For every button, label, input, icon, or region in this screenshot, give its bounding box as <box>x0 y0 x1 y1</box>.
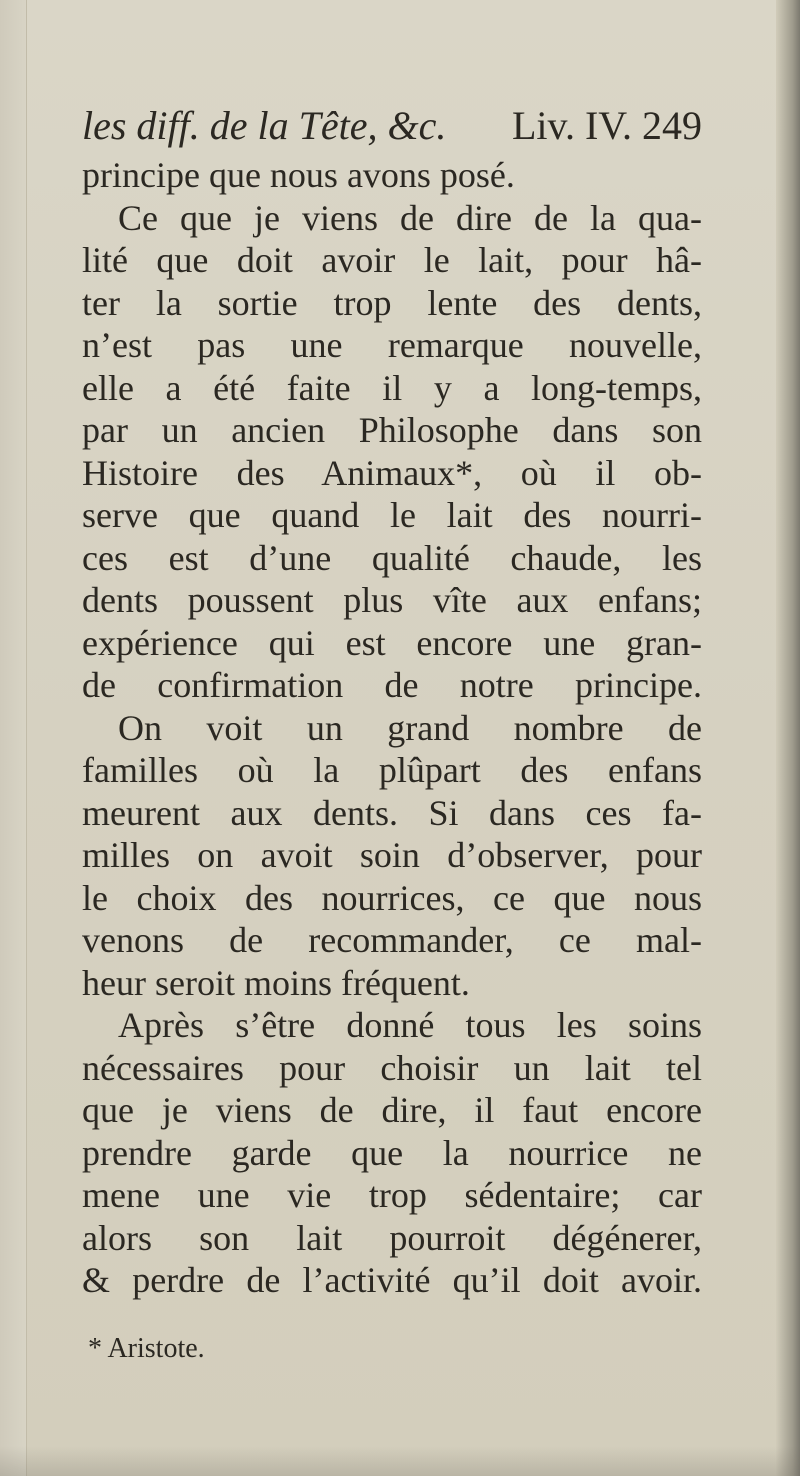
text-line: le choix des nourrices, ce que nous <box>82 877 702 918</box>
text-line: serve que quand le lait des nourri- <box>82 495 702 535</box>
text-line: heur seroit moins fréquent. <box>82 962 470 1003</box>
text-line: prendre garde que la nourrice ne <box>82 1132 702 1173</box>
text-line: meurent aux dents. Si dans ces fa- <box>82 792 702 833</box>
header-right <box>512 98 702 154</box>
text-line: Après s’être donné tous les soins <box>118 1005 702 1045</box>
text-line: & perdre de l’activité qu’il doit avoir. <box>82 1260 702 1300</box>
footnote: * Aristote. <box>88 1333 205 1364</box>
header-book: Liv. IV. <box>512 103 632 148</box>
text-line: elle a été faite il y a long-temps, <box>82 367 702 408</box>
text-line: par un ancien Philosophe dans son <box>82 410 702 450</box>
text-line: ces est d’une qualité chaude, les <box>82 537 702 578</box>
text-line: nécessaires pour choisir un lait tel <box>82 1047 702 1088</box>
text-line: lité que doit avoir le lait, pour hâ- <box>82 240 702 280</box>
text-line: n’est pas une remarque nouvelle, <box>82 325 702 365</box>
text-line: que je viens de dire, il faut encore <box>82 1090 702 1130</box>
text-line: dents poussent plus vîte aux enfans; <box>82 580 702 620</box>
text-line: milles on avoit soin d’observer, pour <box>82 835 702 875</box>
text-line: On voit un grand nombre de <box>118 707 702 748</box>
text-line: Histoire des Animaux*, où il ob- <box>82 452 702 493</box>
text-line: de confirmation de notre principe. <box>82 665 702 705</box>
page-number: 249 <box>642 103 702 148</box>
text-line: ter la sortie trop lente des dents, <box>82 282 702 323</box>
text-line: expérience qui est encore une gran- <box>82 622 702 663</box>
running-header <box>82 98 702 154</box>
page-right-shadow <box>776 0 800 1476</box>
text-line: principe que nous avons posé. <box>82 155 515 195</box>
text-block <box>82 98 702 1302</box>
text-line: familles où la plûpart des enfans <box>82 750 702 790</box>
text-line: mene une vie trop sédentaire; car <box>82 1175 702 1215</box>
text-line: Ce que je viens de dire de la qua- <box>118 197 702 238</box>
page-left-margin <box>0 0 27 1476</box>
text-line: alors son lait pourroit dégénerer, <box>82 1217 702 1258</box>
page-bottom-shadow <box>0 1446 800 1476</box>
text-line: venons de recommander, ce mal- <box>82 920 702 960</box>
header-title: les diff. de la Tête, &c. <box>82 103 447 148</box>
